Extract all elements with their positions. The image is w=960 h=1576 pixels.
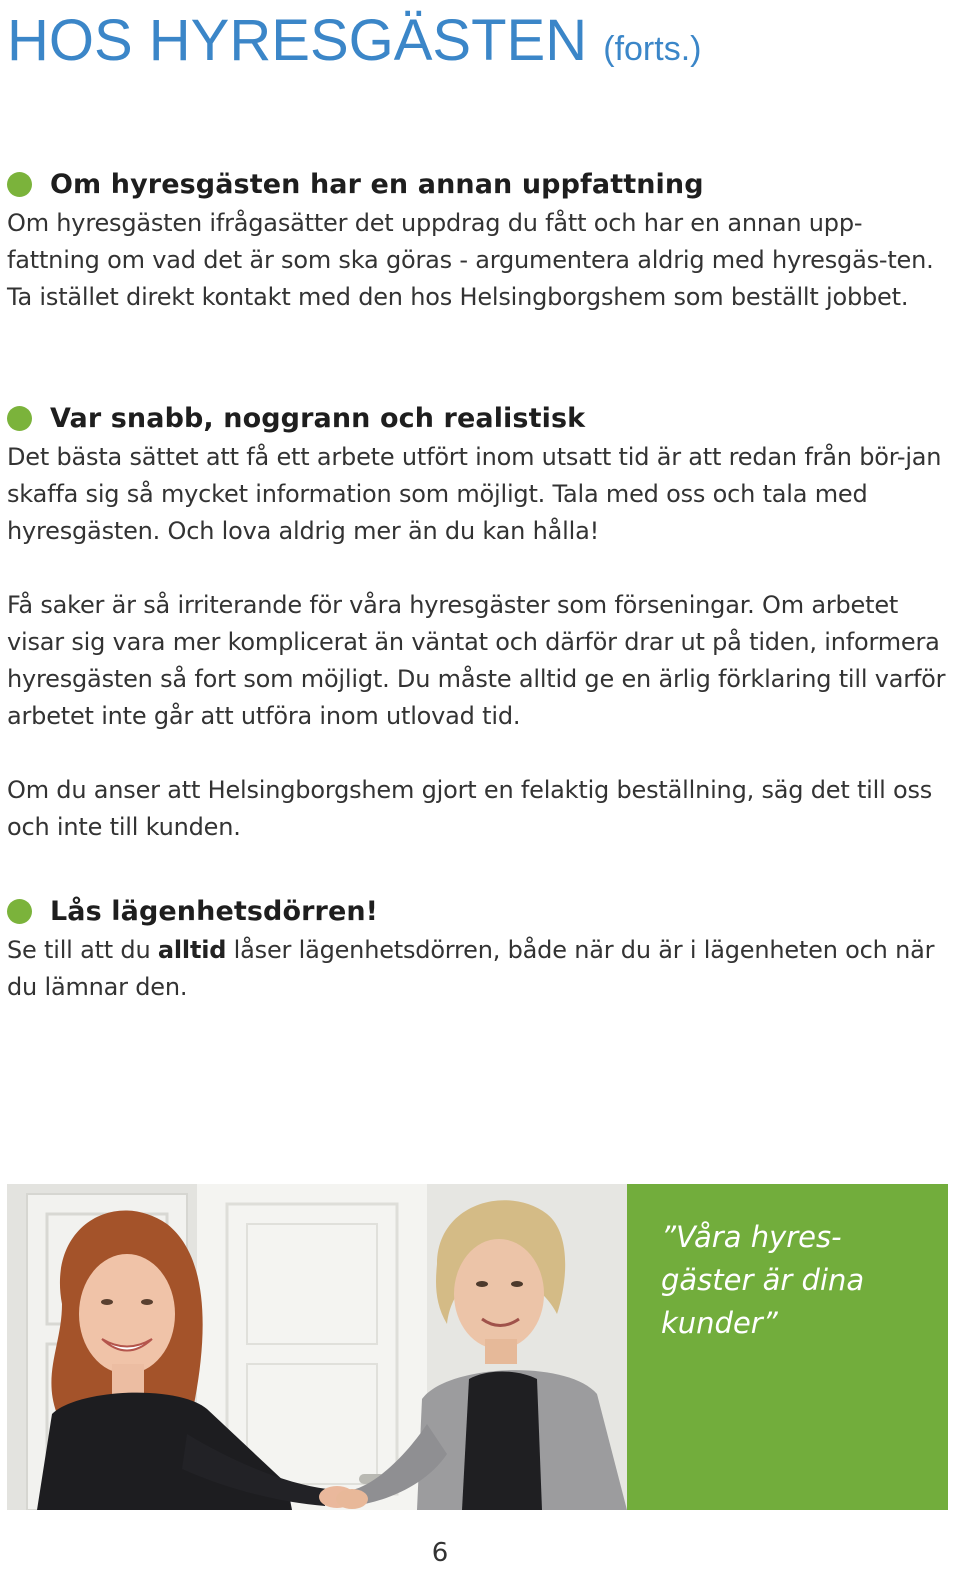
- section-lock-door: [7, 893, 952, 1006]
- section-heading: [7, 166, 952, 202]
- green-bullet-icon: [7, 406, 32, 431]
- page-title-suffix: (forts.): [603, 30, 702, 68]
- section-fast-accurate: [7, 400, 952, 846]
- section-heading-text: Var snabb, noggrann och realistisk: [50, 402, 586, 434]
- section-paragraph: Om hyresgästen ifrågasätter det uppdrag du fått och har en annan upp-fattning om vad det är som ska göras - argumentera aldrig med hyresgäs-ten. Ta istället direkt kontakt med den hos Helsingborgshem som beställt jobbet.: [7, 209, 934, 311]
- green-bullet-icon: [7, 899, 32, 924]
- section-heading: [7, 400, 952, 436]
- green-bullet-icon: [7, 172, 32, 197]
- page-title-main: HOS HYRESGÄSTEN: [7, 8, 588, 73]
- section-paragraph: Om du anser att Helsingborgshem gjort en felaktig beställning, säg det till oss och inte till kunden.: [7, 776, 933, 841]
- section-heading-text: Om hyresgästen har en annan uppfattning: [50, 168, 704, 200]
- section-other-opinion: [7, 166, 952, 316]
- page-number: 6: [431, 1538, 449, 1568]
- quote-box: [627, 1184, 948, 1510]
- paragraph-text: låser lägenhetsdörren, både när du är i lägenheten och när du lämnar den.: [7, 936, 935, 1001]
- section-paragraph: Det bästa sättet att få ett arbete utfört inom utsatt tid är att redan från bör-jan skaffa sig så mycket information som möjligt. Tala med oss och tala med hyresgästen. Och lova aldrig mer än du kan hålla!: [7, 443, 942, 545]
- section-paragraph: [7, 932, 937, 1006]
- quote-text: ”Våra hyres- gäster är dina kunder”: [661, 1220, 865, 1340]
- paragraph-text: Se till att du: [7, 936, 158, 964]
- photo-two-women-handshake: [7, 1184, 627, 1510]
- section-paragraph: Få saker är så irriterande för våra hyresgäster som förseningar. Om arbetet visar sig vara mer komplicerat än väntat och därför drar ut på tiden, informera hyresgästen så fort som möjligt. Du måste alltid ge en ärlig förklaring till varför arbetet inte går att utföra inom utlovad tid.: [7, 591, 946, 730]
- emphasis-text: alltid: [157, 936, 227, 964]
- section-heading: [7, 893, 952, 929]
- page-title: [7, 8, 701, 82]
- section-heading-text: Lås lägenhetsdörren!: [50, 895, 379, 927]
- photo-illustration: [7, 1184, 627, 1510]
